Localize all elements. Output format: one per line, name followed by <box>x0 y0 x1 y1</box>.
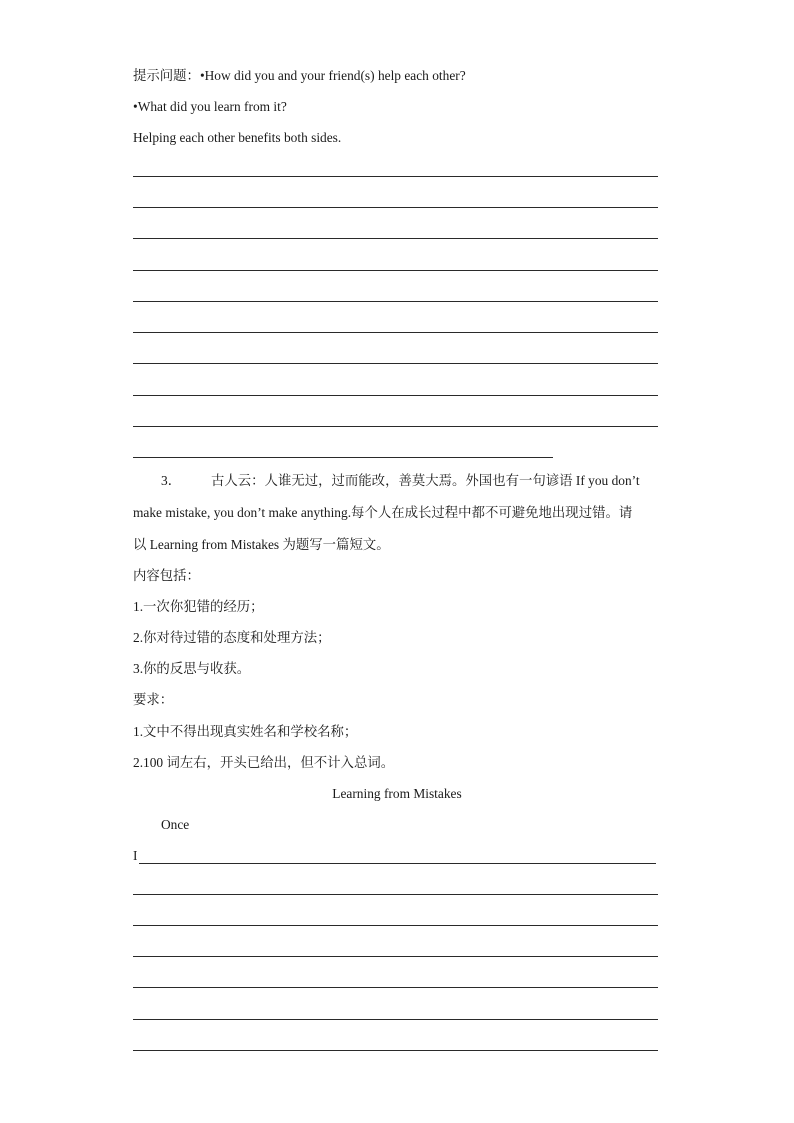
writing-line[interactable] <box>133 207 658 208</box>
requirement-item-1: 1.文中不得出现真实姓名和学校名称； <box>133 724 358 739</box>
prompt-line-2: •What did you learn from it? <box>133 99 287 114</box>
writing-line[interactable] <box>133 1050 658 1051</box>
writing-line[interactable] <box>133 987 658 988</box>
content-heading: 内容包括： <box>133 568 200 583</box>
essay-title: Learning from Mistakes <box>332 786 462 801</box>
writing-line[interactable] <box>133 301 658 302</box>
content-item-3: 3.你的反思与收获。 <box>133 661 251 676</box>
prompt-line-1: 提示问题：•How did you and your friend(s) help each other? <box>133 68 466 83</box>
writing-line[interactable] <box>133 894 658 895</box>
essay-opening-word: Once <box>161 817 190 832</box>
writing-line[interactable] <box>133 925 658 926</box>
requirements-heading: 要求： <box>133 692 174 707</box>
writing-line[interactable] <box>133 956 658 957</box>
writing-line[interactable] <box>133 395 658 396</box>
writing-line[interactable] <box>133 426 658 427</box>
requirement-item-2: 2.100 词左右，开头已给出，但不计入总词。 <box>133 755 395 770</box>
writing-line[interactable] <box>133 1019 658 1020</box>
writing-line[interactable] <box>133 363 658 364</box>
writing-line-short[interactable] <box>133 457 553 458</box>
writing-line[interactable] <box>133 270 658 271</box>
question-number: 3． <box>161 473 182 488</box>
writing-line[interactable] <box>133 332 658 333</box>
content-item-2: 2.你对待过错的态度和处理方法； <box>133 630 331 645</box>
question-line-3: 以 Learning from Mistakes 为题写一篇短文。 <box>133 537 390 552</box>
question-line-1: 古人云：人谁无过，过而能改，善莫大焉。外国也有一句谚语 If you don’t <box>211 473 640 488</box>
writing-line[interactable] <box>133 176 658 177</box>
question-line-2: make mistake, you don’t make anything.每个人在成长过程中都不可避免地出现过错。请 <box>133 505 633 520</box>
prompt-line-3: Helping each other benefits both sides. <box>133 130 342 145</box>
writing-line[interactable] <box>139 863 656 864</box>
writing-line[interactable] <box>133 238 658 239</box>
content-item-1: 1.一次你犯错的经历； <box>133 599 264 614</box>
essay-second-line-start: I <box>133 848 138 863</box>
